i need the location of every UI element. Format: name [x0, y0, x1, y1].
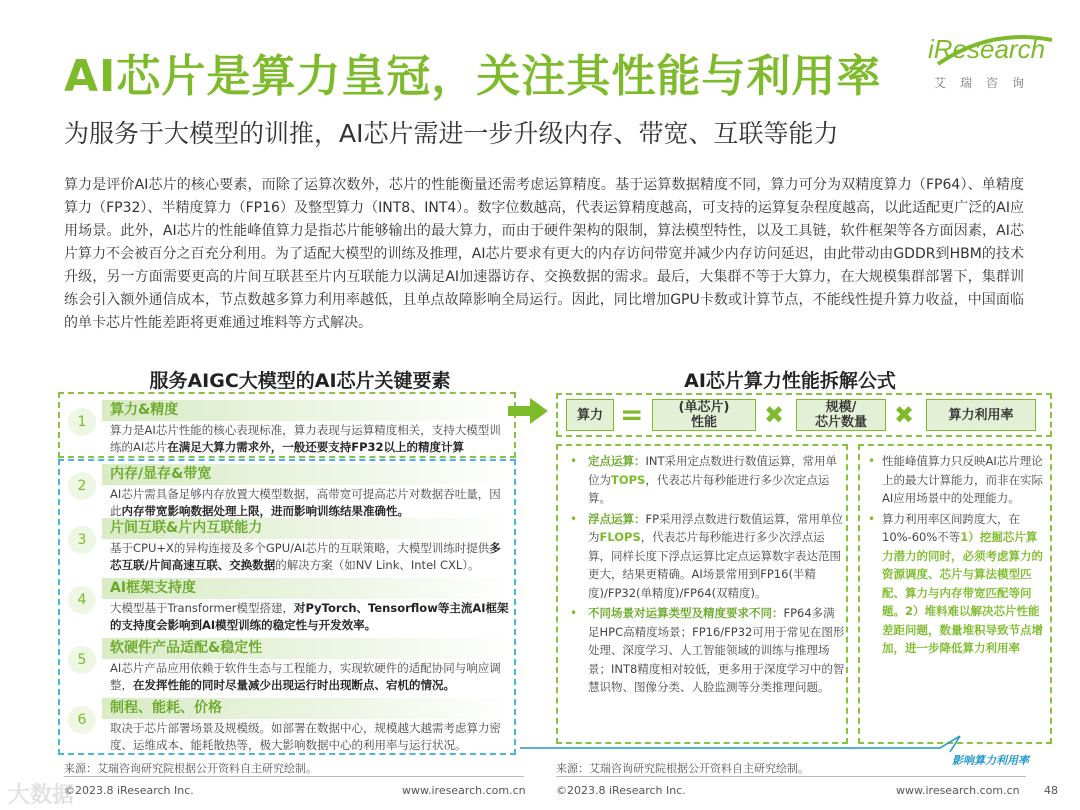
- item-description: [110, 486, 510, 520]
- formula-term-performance: [652, 399, 756, 431]
- item-title: AI框架支持度: [102, 578, 512, 599]
- formula-term-compute: 算力: [566, 399, 614, 431]
- detail-text: 性能峰值算力只反映AI芯片理论上的最大计算能力，而非在实际AI应用场景中的处理能力。: [882, 454, 1043, 505]
- item-title: 算力&精度: [102, 400, 512, 421]
- times-icon: ✖: [764, 401, 785, 429]
- performance-detail-list: [558, 452, 846, 697]
- item-description: [110, 720, 510, 754]
- right-arrow-icon: [508, 398, 548, 424]
- times-icon-2: ✖: [894, 401, 915, 429]
- detail-text: FP64多满足HPC高精度场景；FP16/FP32可用于常见在图形处理、深度学习、人工智能领域的训练与推理场景；INT8精度相对较低，更多用于深度学习中的智慧识物、图像分类、人脸监测等分类推理问题。: [588, 606, 845, 694]
- page-title: AI芯片是算力皇冠，关注其性能与利用率: [64, 51, 882, 102]
- formula-term-scale-line1: 规模/: [825, 400, 857, 415]
- performance-detail-item: [558, 510, 846, 603]
- item-title: 软硬件产品适配&稳定性: [102, 638, 512, 659]
- item-description-bold: 内存带宽影响数据处理上限，进而影响训练结果准确性。: [121, 504, 409, 518]
- logo-brand-cn: 艾瑞咨询: [934, 76, 1039, 90]
- formula-term-performance-line2: 性能: [690, 415, 717, 430]
- footer-url-right: www.iresearch.com.cn: [896, 784, 1020, 797]
- left-section-heading: 服务AIGC大模型的AI芯片关键要素: [149, 370, 451, 392]
- callout-connector: [520, 700, 990, 760]
- item-number-badge: 2: [68, 472, 96, 500]
- item-description-bold: 对PyTorch、Tensorflow等主流AI框架的支持度会影响到AI模型训练的稳定性与开发效率。: [110, 601, 509, 632]
- page-number: 48: [1044, 784, 1058, 797]
- formula-term-utilization: 算力利用率: [926, 399, 1036, 431]
- footer-url-left: www.iresearch.com.cn: [402, 784, 526, 797]
- footer-copyright-left: ©2023.8 iResearch Inc.: [64, 784, 194, 797]
- formula-term-performance-line1: (单芯片): [678, 400, 730, 415]
- footer-divider-right: [556, 776, 1026, 777]
- item-description-text: AI芯片需具备足够内存放置大模型数据，高带宽可提高芯片对数据吞吐量，因此: [110, 487, 501, 518]
- equals-icon: =: [620, 398, 644, 431]
- watermark: 大数据: [8, 783, 75, 808]
- item-description-text: AI芯片产品应用依赖于软件生态与工程能力，实现软硬件的适配协同与响应调整，: [110, 661, 501, 692]
- item-description-text: 基于CPU+X的异构连接及多个GPU/AI芯片的互联策略，大模型训练时提供: [110, 541, 490, 555]
- item-description: [110, 422, 510, 456]
- right-section-heading: AI芯片算力性能拆解公式: [684, 370, 896, 392]
- detail-tail: ，代表芯片每秒能进行多少次浮点运算，同样长度下浮点运算比定点运算数字表达范围更大，结果更精确。AI场景常用到FP16(半精度)/FP32(单精度)/FP64(双精度)。: [588, 530, 841, 600]
- formula-term-scale-line2: 芯片数量: [814, 415, 867, 430]
- detail-text: 算力利用率区间跨度大，在10%-60%不等: [882, 511, 1020, 544]
- iresearch-logo: [928, 34, 1058, 98]
- performance-detail-item: [558, 604, 846, 697]
- detail-highlight: 1）挖掘芯片算力潜力的同时，必须考虑算力的资源调度、芯片与算法模型匹配、算力与内存带宽匹配等问题。2）堆料难以解决芯片性能差距问题，数量堆积导致节点增加，进一步降低算力利用率: [882, 530, 1043, 655]
- item-number-badge: 6: [68, 706, 96, 734]
- item-description-tail: 的解决方案（如NV Link、Intel CXL）。: [275, 558, 480, 572]
- intro-paragraph: 算力是评价AI芯片的核心要素，而除了运算次数外，芯片的性能衡量还需考虑运算精度。基于运算数据精度不同，算力可分为双精度算力（FP64）、单精度算力（FP32）、半精度算力（FP16）及整型算力（INT8、INT4）。数字位数越高，代表运算精度越高，可支持的运算复杂程度越高，以此适配更广泛的AI应用场景。此外，AI芯片的性能峰值算力是指芯片能够输出的最大算力，而由于硬件架构的限制，算法模型特性，以及工具链，软件框架等各方面因素，AI芯片算力不会被百分之百充分利用。为了适配大模型的训练及推理，AI芯片要求有更大的内存访问带宽并减少内存访问延迟，由此带动由GDDR到HBM的技术升级，另一方面需要更高的片间互联甚至片内互联能力以满足AI加速器访存、交换数据的需求。最后，大集群不等于大算力，在大规模集群部署下，集群训练会引入额外通信成本，节点数越多算力利用率越低，且单点故障影响全局运行。因此，同比增加GPU卡数或计算节点，不能线性提升算力收益，中国面临的单卡芯片性能差距将更难通过堆料等方式解决。: [64, 177, 1024, 331]
- item-description-bold: 多芯互联/片间高速互联、交换数据: [110, 541, 501, 572]
- item-title: 内存/显存&带宽: [102, 464, 512, 485]
- item-description-text: 大模型基于Transformer模型搭建，: [110, 601, 295, 615]
- item-description: [110, 540, 510, 574]
- item-title: 片间互联&片内互联能力: [102, 518, 512, 539]
- item-number-badge: 5: [68, 646, 96, 674]
- item-number-badge: 3: [68, 526, 96, 554]
- utilization-detail-item: [860, 510, 1044, 658]
- utilization-detail-item: [860, 452, 1044, 508]
- detail-keyword: TOPS: [611, 472, 646, 487]
- detail-key: 定点运算：: [588, 454, 646, 468]
- item-description-bold: 在满足大算力需求外，一般还要支持FP32以上的精度计算: [167, 440, 465, 454]
- callout-label: 影响算力利用率: [952, 754, 1029, 767]
- utilization-detail-list: [860, 452, 1050, 658]
- utilization-detail-box: [858, 444, 1052, 744]
- source-note-right: 来源：艾瑞咨询研究院根据公开资料自主研究绘制。: [556, 762, 809, 775]
- item-number-badge: 1: [68, 408, 96, 436]
- detail-tail: ，代表芯片每秒能进行多少次定点运算。: [588, 472, 830, 505]
- item-description: [110, 600, 510, 634]
- item-title: 制程、能耗、价格: [102, 698, 512, 719]
- performance-detail-item: [558, 452, 846, 508]
- detail-text: FP采用浮点数进行数值运算，常用单位为: [588, 511, 844, 544]
- detail-key: 浮点运算：: [588, 511, 646, 526]
- source-note-left: 来源：艾瑞咨询研究院根据公开资料自主研究绘制。: [64, 762, 317, 775]
- item-description-text: 取决于芯片部署场景及规模级。如部署在数据中心，规模越大越需考虑算力密度、运维成本、能耗散热等，极大影响数据中心的利用率与运行状况。: [110, 721, 501, 752]
- detail-text: INT采用定点数进行数值运算，常用单位为: [588, 454, 838, 487]
- page-subtitle: 为服务于大模型的训推，AI芯片需进一步升级内存、带宽、互联等能力: [64, 119, 839, 148]
- footer-copyright-right: ©2023.8 iResearch Inc.: [556, 784, 686, 797]
- item-description-text: 算力是AI芯片性能的核心表现标准，算力表现与运算精度相关，支持大模型训练的AI芯片: [110, 423, 501, 454]
- footer-divider-left: [64, 776, 524, 777]
- performance-detail-box: [556, 444, 848, 744]
- formula-term-scale: [796, 399, 886, 431]
- item-number-badge: 4: [68, 586, 96, 614]
- detail-key: 不同场景对运算类型及精度要求不同：: [588, 606, 784, 620]
- logo-brand: iResearch: [928, 34, 1046, 64]
- item-description: [110, 660, 510, 694]
- detail-keyword: FLOPS: [599, 530, 641, 544]
- item-description-bold: 在发挥性能的同时尽量减少出现运行时出现断点、宕机的情况。: [133, 678, 455, 692]
